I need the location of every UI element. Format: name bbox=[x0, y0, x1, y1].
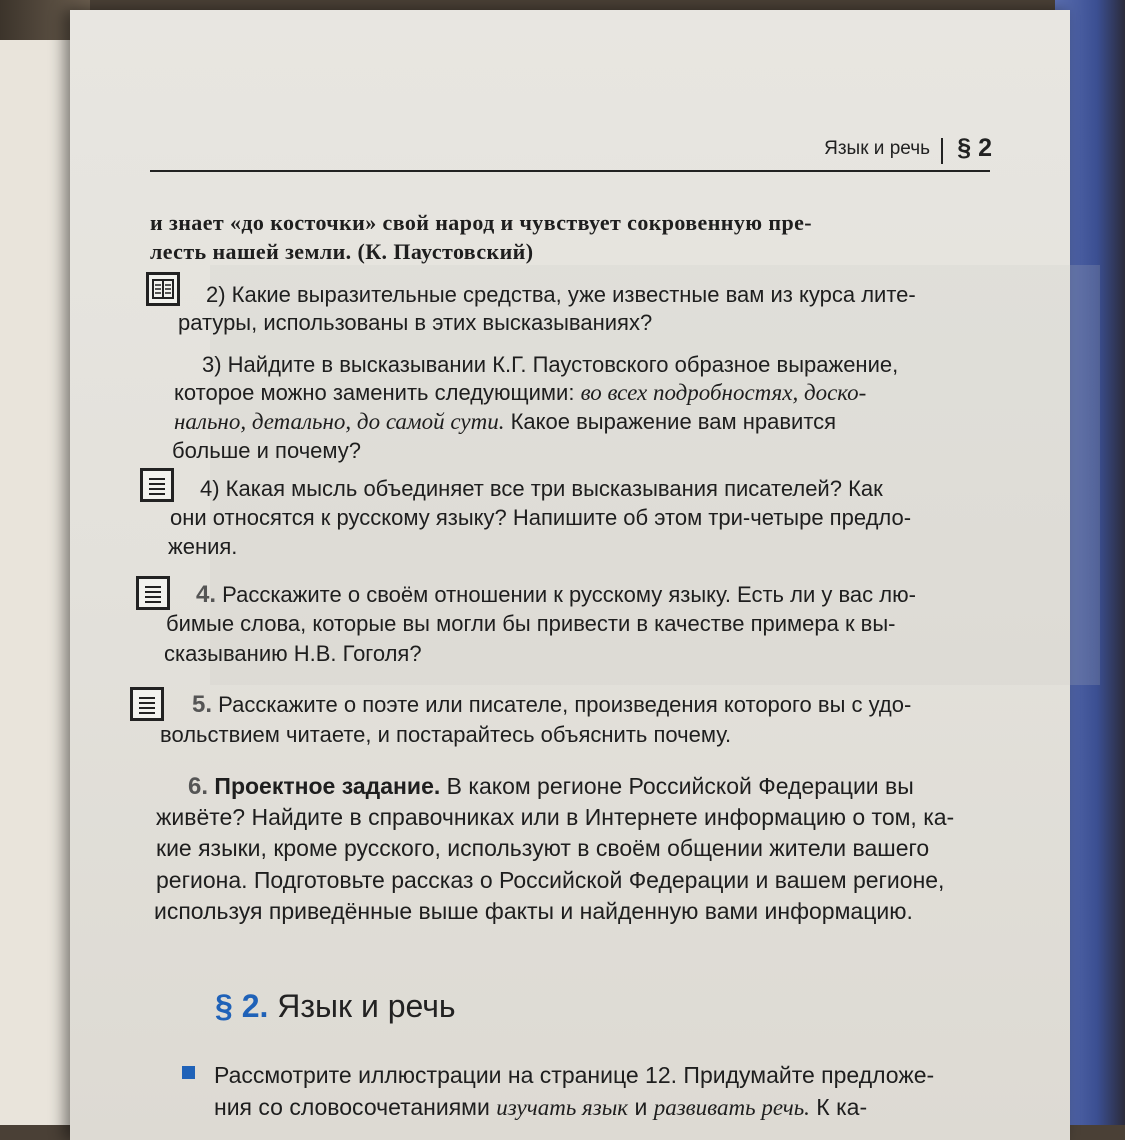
quote-line-2: лесть нашей земли. (К. Паустовский) bbox=[150, 239, 534, 264]
book-reading-icon bbox=[146, 272, 180, 306]
exercise5-line-1: 5. Расскажите о поэте или писателе, произведения которого вы с удо- bbox=[192, 691, 912, 718]
task3-line-4: больше и почему? bbox=[172, 438, 362, 463]
task4-line-2: они относятся к русскому языку? Напишите об этом три-четыре предло- bbox=[170, 505, 912, 530]
exercise-number: 5. bbox=[192, 691, 213, 718]
intro-line-1: Рассмотрите иллюстрации на странице 12. Придумайте предложе- bbox=[214, 1062, 935, 1088]
notebook-writing-icon bbox=[130, 687, 164, 721]
exercise5-line-2: вольствием читаете, и постарайтесь объяснить почему. bbox=[160, 722, 732, 747]
section-heading: § 2. Язык и речь bbox=[215, 988, 456, 1024]
exercise-number: 6. bbox=[188, 773, 209, 800]
task3-line-2: которое можно заменить следующими: во всех подробностях, доско- bbox=[174, 380, 867, 405]
exercise4-line-1: 4. Расскажите о своём отношении к русскому языку. Есть ли у вас лю- bbox=[196, 581, 916, 608]
task3-line-3: нально, детально, до самой сути. Какое выражение вам нравится bbox=[174, 409, 837, 434]
task4-line-1: 4) Какая мысль объединяет все три высказывания писателей? Как bbox=[200, 476, 883, 501]
previous-page-edge bbox=[0, 40, 80, 1125]
exercise6-line-4: региона. Подготовьте рассказ о Российской Федерации и вашем регионе, bbox=[156, 867, 945, 893]
project-task-label: Проектное задание. bbox=[214, 773, 441, 799]
exercise4-line-2: бимые слова, которые вы могли бы привести в качестве примера к вы- bbox=[166, 611, 896, 636]
exercise6-line-2: живёте? Найдите в справочниках или в Интернете информацию о том, ка- bbox=[156, 804, 955, 830]
running-header-title: Язык и речь bbox=[824, 138, 930, 159]
quote-line-1: и знает «до косточки» свой народ и чувствует сокровенную пре- bbox=[150, 210, 812, 235]
running-header-section: § 2 bbox=[957, 134, 992, 162]
exercise4-line-3: сказыванию Н.В. Гоголя? bbox=[164, 641, 422, 666]
exercise6-line-5: используя приведённые выше факты и найденную вами информацию. bbox=[154, 898, 913, 924]
exercise-number: 4. bbox=[196, 581, 217, 608]
header-rule bbox=[150, 170, 990, 172]
book-page bbox=[70, 10, 1070, 1140]
task2-line-2: ратуры, использованы в этих высказываниях? bbox=[178, 310, 653, 335]
exercise6-line-3: кие языки, кроме русского, используют в своём общении жители вашего bbox=[156, 835, 930, 861]
task3-line-1: 3) Найдите в высказывании К.Г. Паустовского образное выражение, bbox=[202, 352, 899, 377]
exercise6-line-1: 6. Проектное задание. В каком регионе Российской Федерации вы bbox=[188, 773, 914, 800]
intro-line-2: ния со словосочетаниями изучать язык и развивать речь. К ка- bbox=[214, 1094, 868, 1120]
task2-line-1: 2) Какие выразительные средства, уже известные вам из курса лите- bbox=[206, 282, 916, 307]
notebook-writing-icon bbox=[140, 468, 174, 502]
bullet-marker bbox=[182, 1066, 195, 1079]
notebook-writing-icon bbox=[136, 576, 170, 610]
header-divider bbox=[941, 138, 943, 164]
task4-line-3: жения. bbox=[168, 534, 238, 559]
